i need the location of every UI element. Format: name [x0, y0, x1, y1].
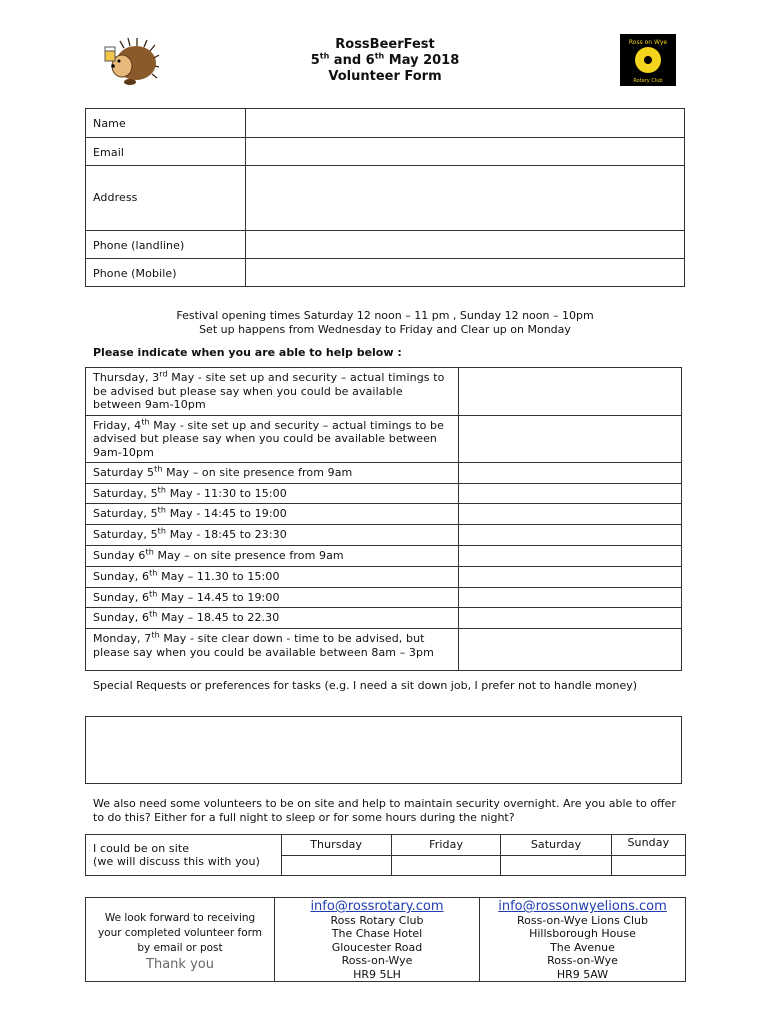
- detail-label-mobile: Phone (Mobile): [93, 267, 177, 280]
- slot-answer-field[interactable]: [459, 368, 682, 416]
- thank-you: Thank you: [146, 956, 214, 972]
- detail-label-name: Name: [93, 117, 126, 130]
- slot-row: [86, 566, 682, 587]
- overnight-table: [85, 834, 686, 876]
- friday-night-field[interactable]: [391, 856, 501, 876]
- slot-answer-field[interactable]: [459, 608, 682, 629]
- name-field[interactable]: [246, 109, 685, 138]
- slot-row: [86, 525, 682, 546]
- slot-label: Sunday, 6th May – 18.45 to 22.30: [93, 609, 280, 624]
- slot-label: Sunday 6th May – on site presence from 9am: [93, 547, 344, 562]
- special-requests-field[interactable]: [85, 716, 682, 784]
- detail-label-landline: Phone (landline): [93, 239, 185, 252]
- slot-answer-field[interactable]: [459, 525, 682, 546]
- rotary-logo-text-bottom: Rotary Club: [633, 78, 663, 84]
- slot-label: Saturday, 5th May - 18:45 to 23:30: [93, 526, 287, 541]
- availability-table: [85, 367, 682, 671]
- day-header-friday: Friday: [391, 835, 501, 856]
- slot-row: [86, 483, 682, 504]
- slot-label: Monday, 7th May - site clear down - time to be advised, but please say when you could be available between 8am – 3pm: [93, 630, 434, 659]
- slot-row: [86, 608, 682, 629]
- slot-label: Saturday, 5th May - 11:30 to 15:00: [93, 484, 287, 500]
- form-name: Volunteer Form: [328, 69, 442, 84]
- day-header-saturday: Saturday: [501, 835, 611, 856]
- hedgehog-logo: [100, 36, 160, 86]
- sunday-night-field[interactable]: [611, 856, 685, 876]
- details-table: [85, 108, 685, 287]
- lions-email-link[interactable]: info@rossonwyelions.com: [498, 899, 667, 914]
- overnight-question: We also need some volunteers to be on site and help to maintain security overnight. Are you able to offer to do this? Either for a full night to sleep or for some hours during the night?: [93, 797, 676, 824]
- return-message: We look forward to receiving your completed volunteer form by email or post Thank you: [86, 898, 275, 982]
- mobile-field[interactable]: [246, 259, 685, 287]
- detail-row-landline: [86, 231, 685, 259]
- detail-label-address: Address: [93, 191, 138, 205]
- slot-answer-field[interactable]: [459, 483, 682, 504]
- slot-row: [86, 587, 682, 608]
- slot-answer-field[interactable]: [459, 629, 682, 671]
- slot-label: Sunday, 6th May – 14.45 to 19:00: [93, 588, 280, 604]
- event-dates: 5th and 6th May 2018: [310, 51, 460, 68]
- slot-label: Thursday, 3rd May - site set up and security – actual timings to be advised but please say when you could be available between 9am-10pm: [93, 369, 445, 411]
- rotary-logo-text-top: Ross on Wye: [628, 39, 668, 46]
- slot-row: [86, 546, 682, 567]
- special-requests-label: Special Requests or preferences for tasks (e.g. I need a sit down job, I prefer not to handle money): [93, 679, 638, 692]
- rotary-email-link[interactable]: info@rossrotary.com: [310, 899, 444, 914]
- address-field[interactable]: [246, 166, 685, 231]
- rotary-logo: [620, 34, 676, 86]
- lions-contact: info@rossonwyelions.com Ross-on-Wye Lions Club Hillsborough House The Avenue Ross-on-Wye HR9 5AW: [480, 898, 686, 982]
- landline-field[interactable]: [246, 231, 685, 259]
- slot-row: [86, 415, 682, 463]
- availability-prompt: Please indicate when you are able to help below :: [93, 346, 402, 359]
- thursday-night-field[interactable]: [281, 856, 391, 876]
- slot-answer-field[interactable]: [459, 463, 682, 484]
- detail-row-name: [86, 109, 685, 138]
- email-field[interactable]: [246, 138, 685, 166]
- slot-row: [86, 504, 682, 525]
- overnight-label: I could be on site (we will discuss this with you): [93, 841, 260, 868]
- setup-info: Set up happens from Wednesday to Friday and Clear up on Monday: [199, 322, 571, 336]
- detail-row-address: [86, 166, 685, 231]
- slot-label: Saturday 5th May – on site presence from 9am: [93, 464, 353, 479]
- detail-row-mobile: [86, 259, 685, 287]
- slot-answer-field[interactable]: [459, 504, 682, 525]
- slot-answer-field[interactable]: [459, 587, 682, 608]
- slot-answer-field[interactable]: [459, 546, 682, 567]
- slot-row: [86, 629, 682, 671]
- saturday-night-field[interactable]: [501, 856, 611, 876]
- slot-label: Saturday, 5th May - 14:45 to 19:00: [93, 505, 287, 520]
- slot-row: [86, 368, 682, 416]
- opening-times: Festival opening times Saturday 12 noon – 11 pm , Sunday 12 noon – 10pm: [176, 309, 594, 322]
- day-header-sunday: Sunday: [611, 835, 685, 856]
- detail-label-email: Email: [93, 146, 125, 159]
- slot-label: Friday, 4th May - site set up and security – actual timings to be advised but please say when you could be available between 9am-10pm: [93, 416, 444, 459]
- slot-label: Sunday, 6th May – 11.30 to 15:00: [93, 567, 280, 583]
- detail-row-email: [86, 138, 685, 166]
- contacts-table: [85, 897, 686, 982]
- event-name: RossBeerFest: [335, 37, 435, 52]
- festival-info: [85, 309, 685, 336]
- slot-answer-field[interactable]: [459, 566, 682, 587]
- slot-answer-field[interactable]: [459, 415, 682, 463]
- overnight-days-row: [86, 835, 686, 856]
- rotary-contact: info@rossrotary.com Ross Rotary Club The Chase Hotel Gloucester Road Ross-on-Wye HR9 5LH: [275, 898, 480, 982]
- form-title: [230, 37, 540, 85]
- day-header-thursday: Thursday: [281, 835, 391, 856]
- slot-row: [86, 463, 682, 484]
